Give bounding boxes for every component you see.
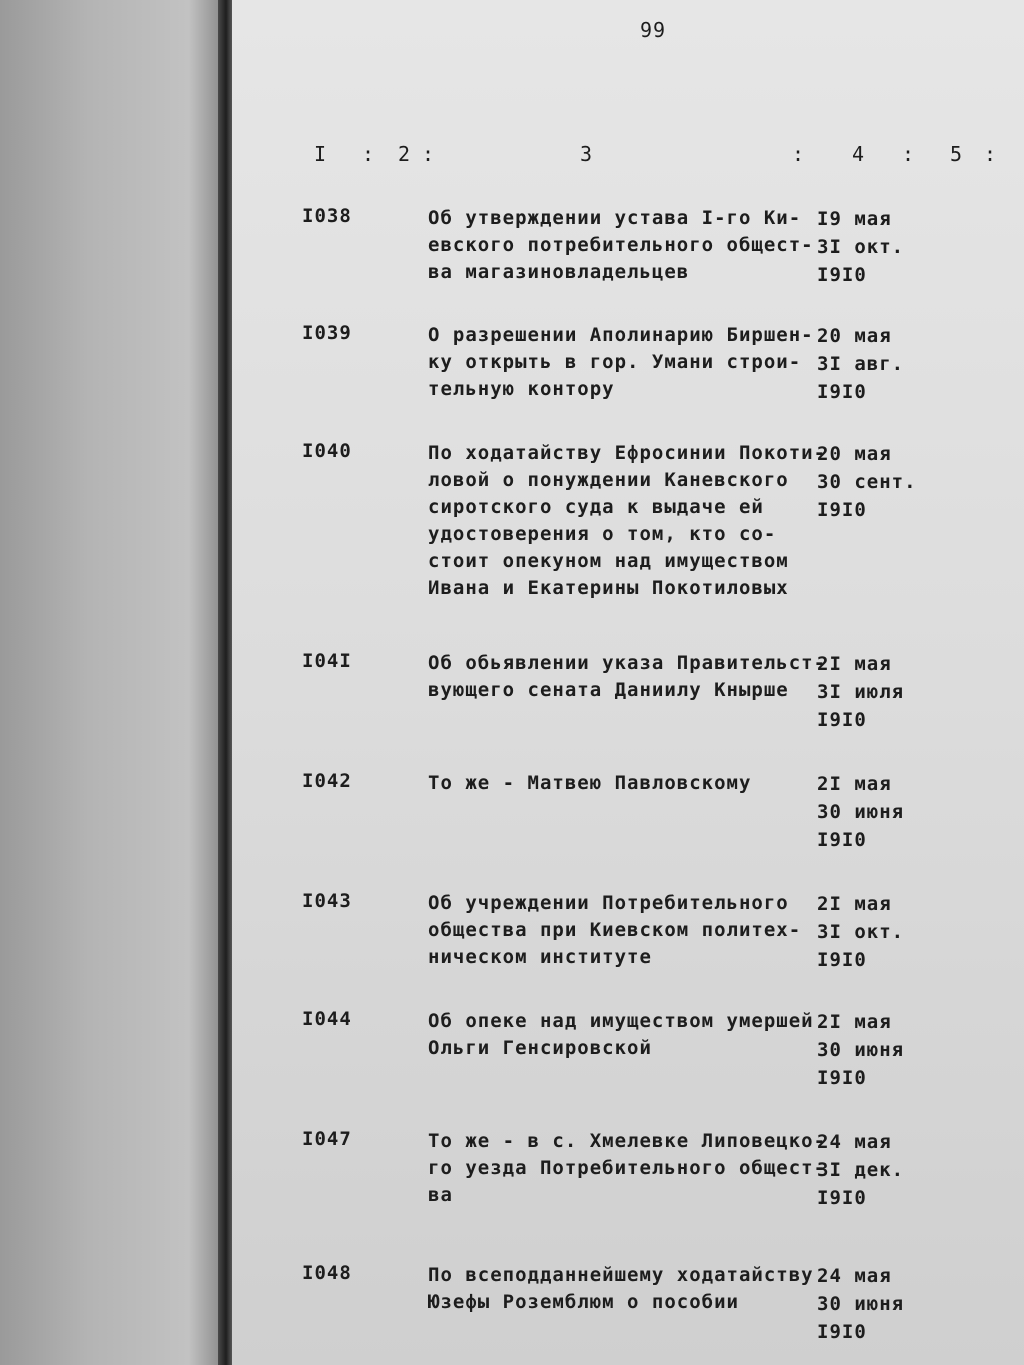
- entry-date-line: I9I0: [817, 381, 867, 403]
- entry-title: [428, 1008, 828, 1062]
- facing-page: [0, 0, 222, 1365]
- entry-dates: [817, 1128, 904, 1212]
- column-header-1: I: [314, 142, 328, 166]
- entry-date-line: 30 июня: [817, 1293, 905, 1315]
- entry-title-line: стоит опекуном над имуществом: [428, 550, 789, 572]
- entry-date-line: I9I0: [817, 1067, 867, 1089]
- entry-title-line: ва: [428, 1184, 453, 1206]
- entry-date-line: 30 июня: [817, 1039, 905, 1061]
- entry-title-line: То же - в с. Хмелевке Липовецко-: [428, 1130, 827, 1152]
- column-header-3: 3: [580, 142, 594, 166]
- entry-number: I044: [302, 1008, 352, 1030]
- entry-number: I047: [302, 1128, 352, 1150]
- page-number: 99: [640, 18, 667, 42]
- entry-date-line: 2I мая: [817, 653, 892, 675]
- entry-date-line: 30 июня: [817, 801, 905, 823]
- entry-title-line: Об опеке над имуществом умершей: [428, 1010, 814, 1032]
- entry-title-line: Об учреждении Потребительного: [428, 892, 789, 914]
- entry-date-line: 2I мая: [817, 1011, 892, 1033]
- entry-dates: [817, 770, 904, 854]
- entry-date-line: I9I0: [817, 264, 867, 286]
- entry-dates: [817, 890, 904, 974]
- entry-date-line: 3I авг.: [817, 353, 905, 375]
- entry-dates: [817, 322, 904, 406]
- entry-date-line: I9I0: [817, 709, 867, 731]
- entry-number: I038: [302, 205, 352, 227]
- column-header-2: 2: [398, 142, 412, 166]
- entry-title: [428, 440, 828, 602]
- entry-date-line: I9I0: [817, 829, 867, 851]
- entry-date-line: I9I0: [817, 1321, 867, 1343]
- entry-date-line: 20 мая: [817, 443, 892, 465]
- entry-title: [428, 1262, 828, 1316]
- entry-title: [428, 770, 828, 797]
- entry-title: [428, 205, 828, 286]
- entry-date-line: I9I0: [817, 1187, 867, 1209]
- entry-date-line: I9I0: [817, 499, 867, 521]
- entry-title-line: евского потребительного общест-: [428, 234, 814, 256]
- entry-dates: [817, 205, 904, 289]
- entry-title-line: По всеподданнейшему ходатайству: [428, 1264, 814, 1286]
- column-separator: :: [792, 142, 806, 166]
- entry-date-line: 3I окт.: [817, 921, 905, 943]
- entry-title: [428, 890, 828, 971]
- entry-date-line: I9I0: [817, 949, 867, 971]
- entry-date-line: 24 мая: [817, 1265, 892, 1287]
- entry-date-line: 2I мая: [817, 773, 892, 795]
- entry-date-line: I9 мая: [817, 208, 892, 230]
- entry-title-line: Юзефы Роземблюм о пособии: [428, 1291, 739, 1313]
- entry-title: [428, 322, 828, 403]
- column-separator: :: [902, 142, 916, 166]
- entry-date-line: 30 сент.: [817, 471, 917, 493]
- column-separator: :: [984, 142, 998, 166]
- entry-title-line: О разрешении Аполинарию Биршен-: [428, 324, 814, 346]
- column-header-5: 5: [950, 142, 964, 166]
- entry-number: I04I: [302, 650, 352, 672]
- entry-title-line: ническом институте: [428, 946, 652, 968]
- entry-title-line: По ходатайству Ефросинии Покоти-: [428, 442, 827, 464]
- entry-title: [428, 650, 828, 704]
- column-separator: :: [362, 142, 376, 166]
- entry-title-line: То же - Матвею Павловскому: [428, 772, 752, 794]
- column-header-4: 4: [852, 142, 866, 166]
- entry-number: I039: [302, 322, 352, 344]
- entry-title-line: Об утверждении устава I-го Ки-: [428, 207, 802, 229]
- entry-date-line: 3I июля: [817, 681, 905, 703]
- column-separator: :: [422, 142, 436, 166]
- entry-title-line: ва магазиновладельцев: [428, 261, 690, 283]
- entry-date-line: 20 мая: [817, 325, 892, 347]
- entry-number: I048: [302, 1262, 352, 1284]
- entry-title-line: Об обьявлении указа Правительст-: [428, 652, 827, 674]
- entry-number: I042: [302, 770, 352, 792]
- entry-number: I043: [302, 890, 352, 912]
- entry-date-line: 3I окт.: [817, 236, 905, 258]
- entry-title-line: удостоверения о том, кто со-: [428, 523, 777, 545]
- entry-title-line: тельную контору: [428, 378, 615, 400]
- entry-date-line: 2I мая: [817, 893, 892, 915]
- entry-dates: [817, 1008, 904, 1092]
- entry-title-line: Ольги Генсировской: [428, 1037, 652, 1059]
- entry-date-line: 24 мая: [817, 1131, 892, 1153]
- entry-title-line: сиротского суда к выдаче ей: [428, 496, 764, 518]
- entry-dates: [817, 650, 904, 734]
- entry-number: I040: [302, 440, 352, 462]
- entry-title-line: ловой о понуждении Каневского: [428, 469, 789, 491]
- entry-date-line: 3I дек.: [817, 1159, 905, 1181]
- document-page: [232, 0, 1024, 1365]
- entry-title-line: го уезда Потребительного общест-: [428, 1157, 827, 1179]
- entry-title: [428, 1128, 828, 1209]
- entry-dates: [817, 440, 917, 524]
- entry-title-line: ку открыть в гор. Умани строи-: [428, 351, 802, 373]
- entry-title-line: общества при Киевском политех-: [428, 919, 802, 941]
- entry-title-line: Ивана и Екатерины Покотиловых: [428, 577, 789, 599]
- entry-title-line: вующего сената Даниилу Кнырше: [428, 679, 789, 701]
- entry-dates: [817, 1262, 904, 1346]
